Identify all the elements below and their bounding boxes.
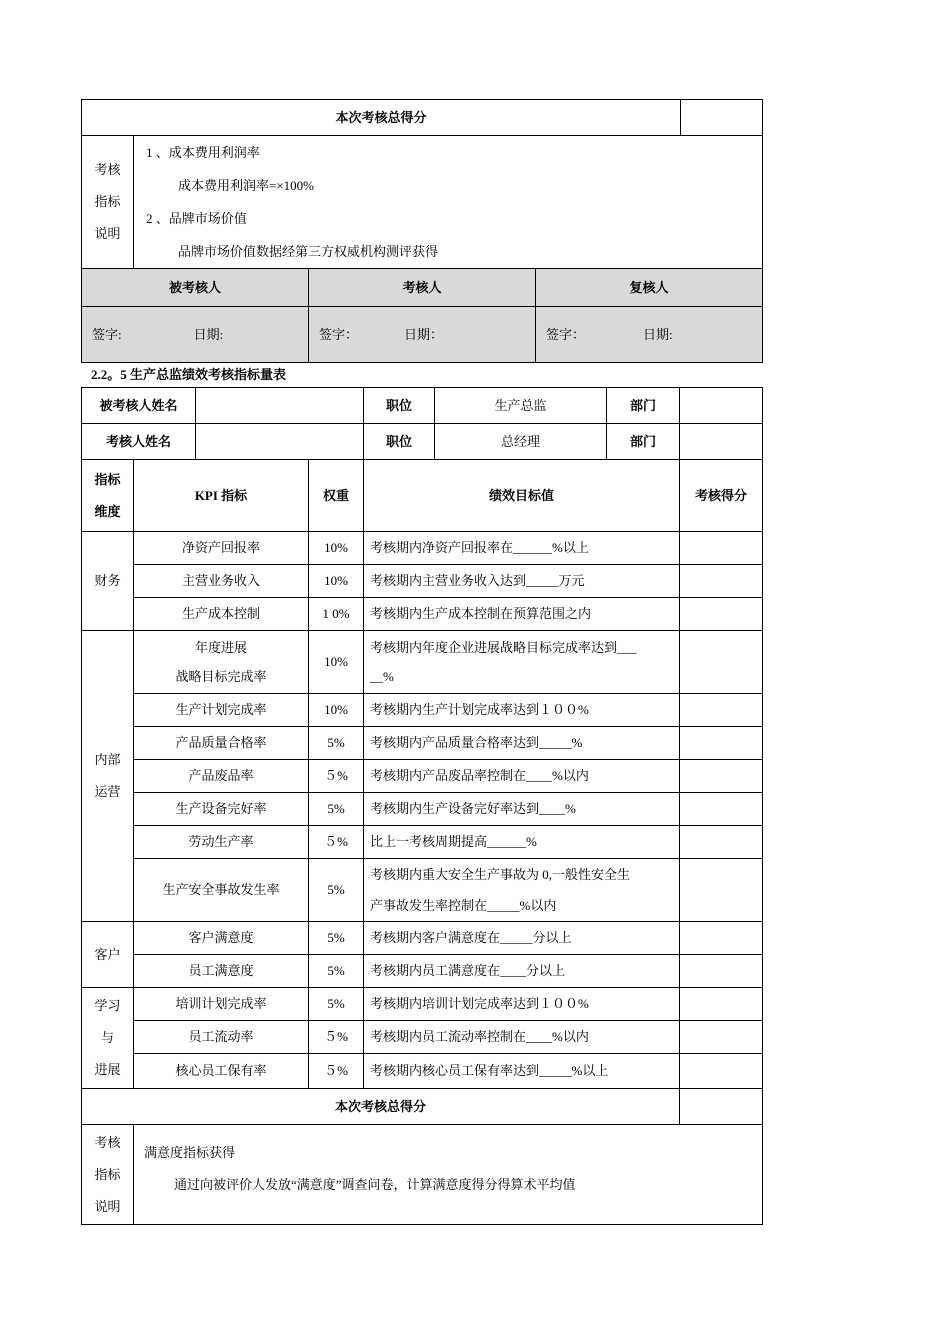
kpi-score[interactable]: [680, 1054, 763, 1089]
col-weight-header: 权重: [309, 460, 364, 532]
kpi-weight: 5%: [309, 859, 364, 922]
kpi-name: 主营业务收入: [134, 565, 309, 598]
kpi-score[interactable]: [680, 565, 763, 598]
kpi-name: 生产成本控制: [134, 598, 309, 631]
col-target-header: 绩效目标值: [364, 460, 680, 532]
table-row: [82, 631, 763, 694]
kpi-score[interactable]: [680, 1021, 763, 1054]
kpi-weight: 10%: [309, 532, 364, 565]
kpi-weight: ５%: [309, 826, 364, 859]
sign-header-assessee: 被考核人: [82, 269, 309, 307]
bottom-total-score-cell[interactable]: [680, 1089, 763, 1125]
kpi-target: 考核期内主营业务收入达到_____万元: [364, 565, 680, 598]
table-row: [82, 1021, 763, 1054]
table-row: [82, 793, 763, 826]
kpi-score[interactable]: [680, 859, 763, 922]
kpi-table: [81, 387, 762, 1225]
table-row: [82, 955, 763, 988]
kpi-target: 考核期内生产成本控制在预算范围之内: [364, 598, 680, 631]
col-dim-header: 指标 维度: [82, 460, 134, 532]
kpi-weight: 10%: [309, 631, 364, 694]
dept-label-1: 部门: [607, 388, 680, 424]
table-row: [82, 922, 763, 955]
kpi-target: 考核期内员工满意度在____分以上: [364, 955, 680, 988]
kpi-score[interactable]: [680, 760, 763, 793]
dept-field-1[interactable]: [680, 388, 763, 424]
table-row: [82, 760, 763, 793]
kpi-weight: ５%: [309, 1021, 364, 1054]
assessee-name-field[interactable]: [196, 388, 364, 424]
kpi-name: 生产计划完成率: [134, 694, 309, 727]
position-value-1: 生产总监: [435, 388, 607, 424]
kpi-weight: 5%: [309, 988, 364, 1021]
position-value-2: 总经理: [435, 424, 607, 460]
kpi-target: 考核期内产品质量合格率达到_____%: [364, 727, 680, 760]
bottom-desc-label: 考核 指标 说明: [82, 1125, 134, 1225]
sign-header-reviewer: 复核人: [536, 269, 763, 307]
dept-label-2: 部门: [607, 424, 680, 460]
kpi-name: 员工流动率: [134, 1021, 309, 1054]
group-ops: 内部 运营: [82, 631, 134, 922]
kpi-name: 劳动生产率: [134, 826, 309, 859]
kpi-score[interactable]: [680, 727, 763, 760]
kpi-score[interactable]: [680, 598, 763, 631]
table-row: [82, 694, 763, 727]
table-row: [82, 1054, 763, 1089]
kpi-weight: 5%: [309, 955, 364, 988]
kpi-name: 客户满意度: [134, 922, 309, 955]
kpi-score[interactable]: [680, 694, 763, 727]
group-learning: 学习 与 进展: [82, 988, 134, 1089]
kpi-name: 净资产回报率: [134, 532, 309, 565]
kpi-weight: 5%: [309, 922, 364, 955]
top-summary-table: [81, 99, 762, 363]
kpi-target: 比上一考核周期提高______%: [364, 826, 680, 859]
kpi-name: 年度进展 战略目标完成率: [134, 631, 309, 694]
kpi-weight: 5%: [309, 727, 364, 760]
sign-cell-reviewer[interactable]: 签字： 日期:: [536, 307, 763, 363]
kpi-target: 考核期内产品废品率控制在____%以内: [364, 760, 680, 793]
col-kpi-header: KPI 指标: [134, 460, 309, 532]
col-score-header: 考核得分: [680, 460, 763, 532]
kpi-name: 生产设备完好率: [134, 793, 309, 826]
table-row: [82, 727, 763, 760]
kpi-name: 培训计划完成率: [134, 988, 309, 1021]
total-score-cell[interactable]: [681, 100, 763, 136]
kpi-score[interactable]: [680, 988, 763, 1021]
kpi-score[interactable]: [680, 793, 763, 826]
kpi-score[interactable]: [680, 922, 763, 955]
kpi-score[interactable]: [680, 955, 763, 988]
kpi-name: 员工满意度: [134, 955, 309, 988]
table-row: [82, 859, 763, 922]
kpi-name: 核心员工保有率: [134, 1054, 309, 1089]
table-row: [82, 988, 763, 1021]
kpi-target: 考核期内年度企业进展战略目标完成率达到___ __%: [364, 631, 680, 694]
kpi-target: 考核期内净资产回报率在______%以上: [364, 532, 680, 565]
dept-field-2[interactable]: [680, 424, 763, 460]
sign-cell-assessee[interactable]: 签字: 日期:: [82, 307, 309, 363]
desc-content: 1 、成本费用利润率 成本费用利润率=×100% 2 、品牌市场价值 品牌市场价值数据经第三方权威机构测评获得: [134, 136, 763, 269]
total-score-label: 本次考核总得分: [82, 100, 681, 136]
kpi-weight: ５%: [309, 760, 364, 793]
kpi-weight: 10%: [309, 565, 364, 598]
kpi-name: 生产安全事故发生率: [134, 859, 309, 922]
kpi-score[interactable]: [680, 826, 763, 859]
kpi-score[interactable]: [680, 631, 763, 694]
kpi-weight: 5%: [309, 793, 364, 826]
table-row: [82, 598, 763, 631]
group-finance: 财务: [82, 532, 134, 631]
section-caption: 2.2。5 生产总监绩效考核指标量表: [91, 367, 287, 382]
kpi-weight: 10%: [309, 694, 364, 727]
sign-cell-assessor[interactable]: 签字： 日期：: [309, 307, 536, 363]
kpi-target: 考核期内重大安全生产事故为 0,一般性安全生 产事故发生率控制在_____%以内: [364, 859, 680, 922]
assessee-name-label: 被考核人姓名: [82, 388, 196, 424]
kpi-name: 产品废品率: [134, 760, 309, 793]
kpi-weight: 1 0%: [309, 598, 364, 631]
bottom-desc-content: 满意度指标获得 通过向被评价人发放“满意度”调查问卷，计算满意度得分得算术平均值: [134, 1125, 763, 1225]
assessor-name-field[interactable]: [196, 424, 364, 460]
kpi-name: 产品质量合格率: [134, 727, 309, 760]
table-row: [82, 826, 763, 859]
group-customer: 客户: [82, 922, 134, 988]
position-label-1: 职位: [364, 388, 435, 424]
table-row: [82, 532, 763, 565]
assessor-name-label: 考核人姓名: [82, 424, 196, 460]
kpi-target: 考核期内客户满意度在_____分以上: [364, 922, 680, 955]
kpi-target: 考核期内生产计划完成率达到１００%: [364, 694, 680, 727]
position-label-2: 职位: [364, 424, 435, 460]
kpi-target: 考核期内员工流动率控制在____%以内: [364, 1021, 680, 1054]
bottom-total-score-label: 本次考核总得分: [82, 1089, 680, 1125]
desc-label: 考核 指标 说明: [82, 136, 134, 269]
kpi-target: 考核期内核心员工保有率达到_____%以上: [364, 1054, 680, 1089]
kpi-target: 考核期内生产设备完好率达到____%: [364, 793, 680, 826]
kpi-target: 考核期内培训计划完成率达到１００%: [364, 988, 680, 1021]
sign-header-assessor: 考核人: [309, 269, 536, 307]
table-row: [82, 565, 763, 598]
kpi-weight: ５%: [309, 1054, 364, 1089]
kpi-score[interactable]: [680, 532, 763, 565]
